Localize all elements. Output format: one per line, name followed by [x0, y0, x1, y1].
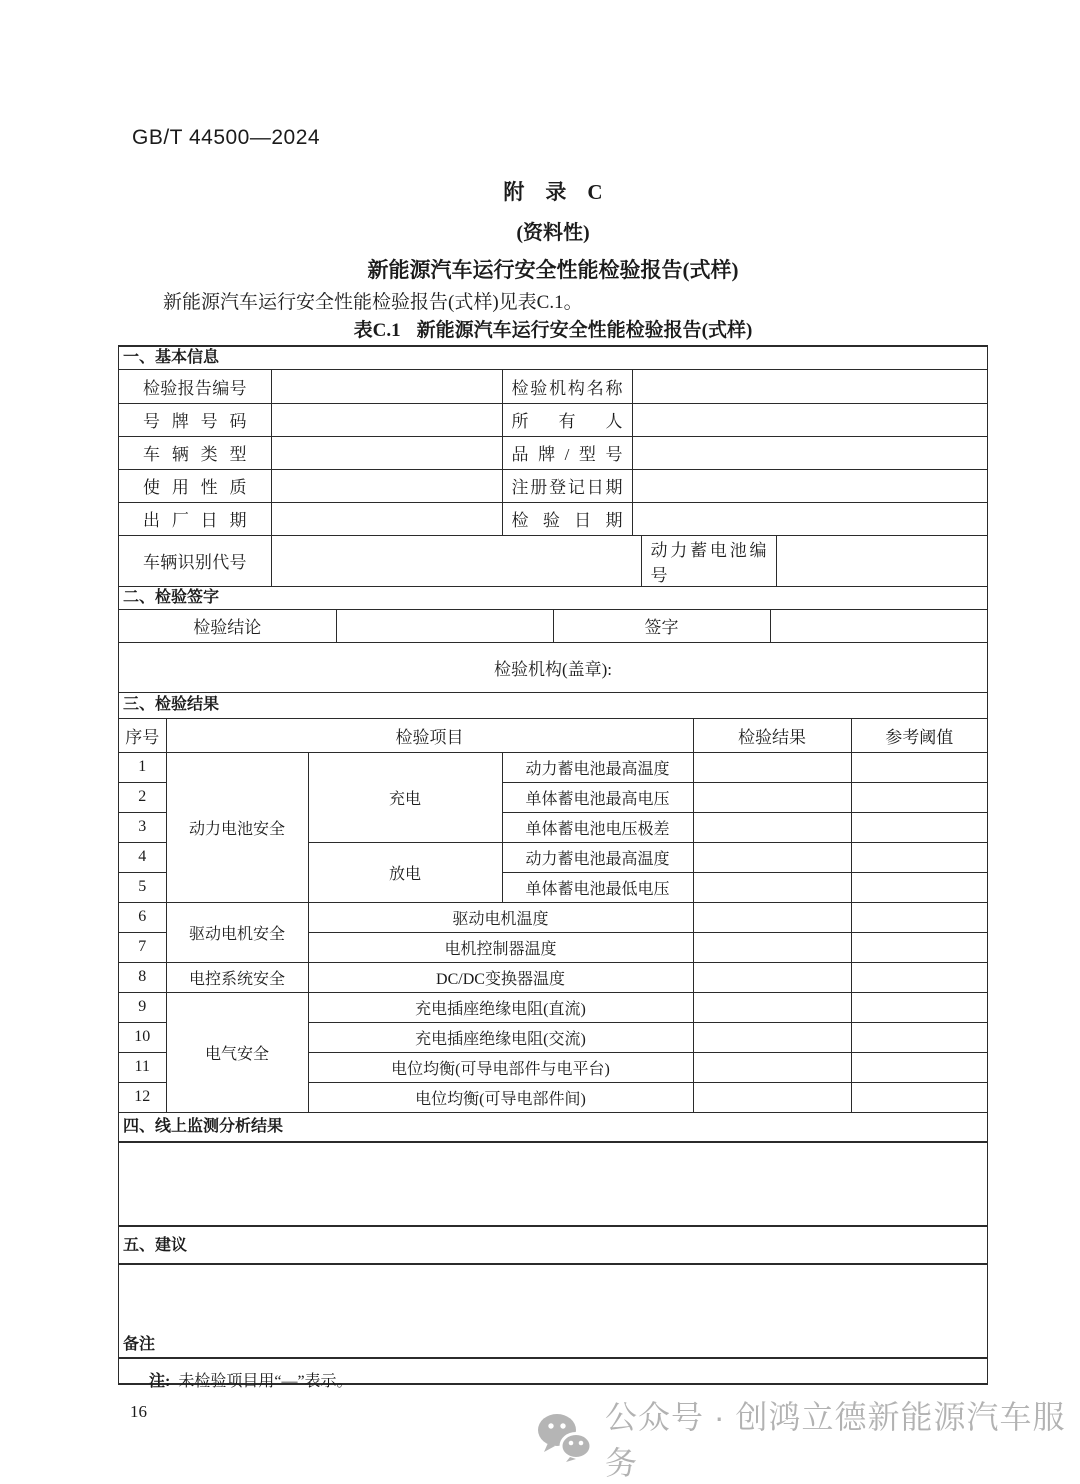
field-label: 出厂日期 — [119, 502, 271, 535]
appendix-title-block — [118, 176, 988, 284]
result-cell — [693, 1052, 851, 1082]
item-label: 充电插座绝缘电阻(直流) — [308, 992, 693, 1022]
subgroup-label: 充电 — [308, 752, 502, 842]
table-row — [119, 469, 987, 502]
threshold-cell — [851, 812, 987, 842]
wechat-icon — [537, 1413, 593, 1463]
section5-header: 五、建议 — [119, 1227, 987, 1265]
field-value-cell — [776, 536, 987, 587]
field-label: 签字 — [553, 610, 770, 643]
field-value-cell — [632, 469, 987, 502]
row-number: 9 — [119, 992, 166, 1022]
field-label: 品牌/型号 — [502, 436, 632, 469]
result-cell — [693, 872, 851, 902]
appendix-heading: 附 录 C — [503, 180, 603, 204]
table-row — [119, 962, 987, 992]
threshold-cell — [851, 1082, 987, 1112]
standard-code: GB/T 44500—2024 — [132, 126, 321, 149]
section3-header: 三、检验结果 — [119, 693, 987, 719]
threshold-cell — [851, 932, 987, 962]
result-cell — [693, 782, 851, 812]
table-row — [119, 436, 987, 469]
row-number: 6 — [119, 902, 166, 932]
item-label: 驱动电机温度 — [308, 902, 693, 932]
row-number: 10 — [119, 1022, 166, 1052]
field-label: 车辆类型 — [119, 436, 271, 469]
row-number: 11 — [119, 1052, 166, 1082]
item-label: 充电插座绝缘电阻(交流) — [308, 1022, 693, 1052]
threshold-cell — [851, 962, 987, 992]
table-caption-label: 表C.1 — [353, 320, 401, 341]
suggestion-blank-area — [119, 1265, 987, 1359]
result-cell — [693, 1082, 851, 1112]
agency-stamp-label: 检验机构(盖章): — [493, 660, 613, 679]
results-header-row — [119, 719, 987, 752]
page-number: 16 — [130, 1402, 147, 1421]
result-cell — [693, 812, 851, 842]
field-value-cell — [632, 436, 987, 469]
table-row — [119, 992, 987, 1022]
threshold-cell — [851, 872, 987, 902]
column-header: 序号 — [119, 719, 166, 752]
threshold-cell — [851, 1022, 987, 1052]
remark-label: 备注 — [123, 1335, 156, 1353]
item-label: 动力蓄电池最高温度 — [502, 842, 693, 872]
row-number: 8 — [119, 962, 166, 992]
field-label: 所有人 — [502, 403, 632, 436]
signature-table — [119, 610, 987, 644]
table-caption-title: 新能源汽车运行安全性能检验报告(式样) — [416, 320, 753, 341]
watermark-text: 公众号 · 创鸿立德新能源汽车服务 — [605, 1399, 1066, 1481]
threshold-cell — [851, 842, 987, 872]
item-label: 单体蓄电池电压极差 — [502, 812, 693, 842]
threshold-cell — [851, 902, 987, 932]
threshold-cell — [851, 782, 987, 812]
group-label: 电控系统安全 — [166, 962, 308, 992]
threshold-cell — [851, 752, 987, 782]
item-label: 动力蓄电池最高温度 — [502, 752, 693, 782]
table-row — [119, 403, 987, 436]
inspection-report-form — [118, 345, 988, 1390]
section4-header: 四、线上监测分析结果 — [119, 1113, 987, 1143]
column-header: 检验结果 — [693, 719, 851, 752]
field-value-cell — [271, 370, 502, 403]
field-value-cell — [271, 502, 502, 535]
field-value-cell — [632, 403, 987, 436]
row-number: 3 — [119, 812, 166, 842]
table-row — [119, 536, 987, 587]
field-label: 使用性质 — [119, 469, 271, 502]
group-label: 电气安全 — [166, 992, 308, 1112]
field-label: 动力蓄电池编号 — [641, 536, 776, 587]
group-label: 动力电池安全 — [166, 752, 308, 902]
field-value-cell — [632, 502, 987, 535]
row-number: 4 — [119, 842, 166, 872]
row-number: 7 — [119, 932, 166, 962]
item-label: 电位均衡(可导电部件间) — [308, 1082, 693, 1112]
table-row — [119, 370, 987, 403]
subgroup-label: 放电 — [308, 842, 502, 902]
item-label: 电位均衡(可导电部件与电平台) — [308, 1052, 693, 1082]
threshold-cell — [851, 992, 987, 1022]
item-label: 单体蓄电池最低电压 — [502, 872, 693, 902]
appendix-subheading: (资料性) — [516, 222, 590, 244]
section1-header: 一、基本信息 — [119, 347, 987, 370]
field-label: 检验报告编号 — [119, 370, 271, 403]
basic-info-table — [119, 370, 987, 536]
item-label: DC/DC变换器温度 — [308, 962, 693, 992]
table-row — [119, 610, 987, 643]
result-cell — [693, 842, 851, 872]
group-label: 驱动电机安全 — [166, 902, 308, 962]
watermark — [537, 1392, 1080, 1484]
field-label: 号牌号码 — [119, 403, 271, 436]
footnote-prefix: 注: — [149, 1373, 171, 1390]
table-row — [119, 502, 987, 535]
field-value-cell — [271, 469, 502, 502]
column-header: 检验项目 — [166, 719, 693, 752]
row-number: 12 — [119, 1082, 166, 1112]
result-cell — [693, 902, 851, 932]
field-value-cell — [271, 436, 502, 469]
field-label: 检验机构名称 — [502, 370, 632, 403]
threshold-cell — [851, 1052, 987, 1082]
result-cell — [693, 962, 851, 992]
results-table — [119, 719, 987, 1113]
field-label: 检验结论 — [119, 610, 336, 643]
item-label: 电机控制器温度 — [308, 932, 693, 962]
row-number: 2 — [119, 782, 166, 812]
result-cell — [693, 932, 851, 962]
field-value-cell — [271, 536, 641, 587]
appendix-title: 新能源汽车运行安全性能检验报告(式样) — [367, 258, 739, 282]
vin-row-table — [119, 536, 987, 587]
result-cell — [693, 1022, 851, 1052]
column-header: 参考阈值 — [851, 719, 987, 752]
item-label: 单体蓄电池最高电压 — [502, 782, 693, 812]
field-label: 注册登记日期 — [502, 469, 632, 502]
table-caption — [118, 315, 988, 342]
field-value-cell — [271, 403, 502, 436]
table-row — [119, 752, 987, 782]
online-monitoring-blank-area — [119, 1143, 987, 1227]
field-label: 检验日期 — [502, 502, 632, 535]
footnote-text: 未检验项目用“—”表示。 — [178, 1373, 353, 1390]
row-number: 1 — [119, 752, 166, 782]
field-value-cell — [336, 610, 553, 643]
result-cell — [693, 992, 851, 1022]
field-value-cell — [770, 610, 987, 643]
agency-stamp-row — [119, 643, 987, 693]
result-cell — [693, 752, 851, 782]
field-label: 车辆识别代号 — [119, 536, 271, 587]
section2-header: 二、检验签字 — [119, 587, 987, 610]
intro-paragraph: 新能源汽车运行安全性能检验报告(式样)见表C.1。 — [163, 292, 583, 313]
table-row — [119, 902, 987, 932]
row-number: 5 — [119, 872, 166, 902]
field-value-cell — [632, 370, 987, 403]
